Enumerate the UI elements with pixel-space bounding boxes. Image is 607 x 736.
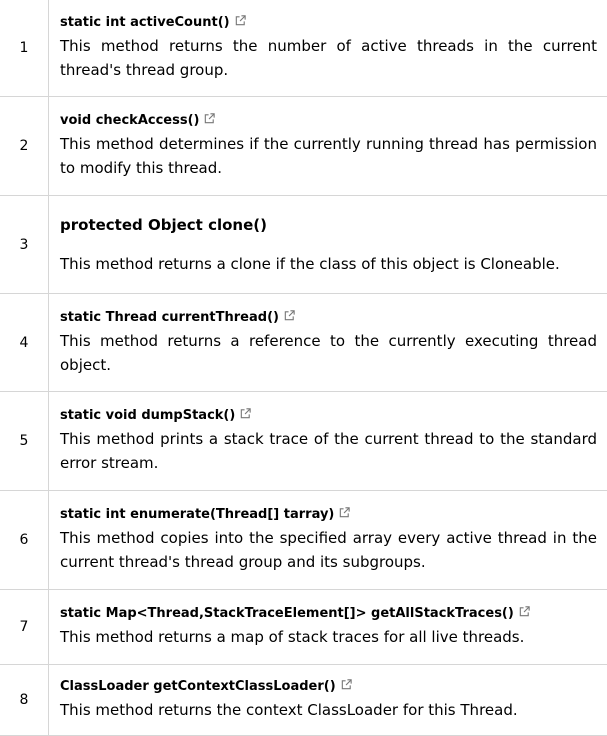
table-row (0, 590, 607, 665)
method-description: This method returns a clone if the class of this object is Cloneable. (60, 252, 597, 276)
method-signature[interactable]: void checkAccess() (60, 113, 199, 128)
method-signature-link[interactable] (60, 506, 597, 524)
row-number: 2 (0, 97, 49, 196)
external-link-icon[interactable] (283, 309, 296, 322)
method-cell (49, 196, 607, 294)
row-number: 4 (0, 294, 49, 392)
method-signature-link[interactable] (60, 309, 597, 327)
table-row (0, 97, 607, 196)
external-link-icon[interactable] (239, 407, 252, 420)
method-signature-link[interactable] (60, 407, 597, 425)
table-row (0, 0, 607, 97)
row-number: 7 (0, 590, 49, 665)
method-signature[interactable]: ClassLoader getContextClassLoader() (60, 679, 336, 694)
method-signature: protected Object clone() (60, 214, 597, 236)
method-signature[interactable]: static void dumpStack() (60, 408, 235, 423)
method-signature[interactable]: static int enumerate(Thread[] tarray) (60, 507, 334, 522)
method-signature-link[interactable] (60, 678, 597, 696)
method-description: This method determines if the currently running thread has permission to modify this thread. (60, 132, 597, 180)
table-row (0, 196, 607, 294)
method-cell (49, 97, 607, 196)
method-cell (49, 0, 607, 97)
method-signature-link[interactable] (60, 112, 597, 130)
external-link-icon[interactable] (203, 112, 216, 125)
row-number: 5 (0, 392, 49, 491)
method-cell (49, 590, 607, 665)
method-description: This method copies into the specified array every active thread in the current thread's thread group and its subgroups. (60, 526, 597, 574)
method-description: This method returns the number of active threads in the current thread's thread group. (60, 34, 597, 82)
table-row (0, 392, 607, 491)
row-number: 3 (0, 196, 49, 294)
method-signature[interactable]: static int activeCount() (60, 15, 230, 30)
table-row (0, 491, 607, 590)
method-cell (49, 294, 607, 392)
method-signature-link[interactable] (60, 14, 597, 32)
table-row (0, 294, 607, 392)
method-cell (49, 392, 607, 491)
external-link-icon[interactable] (234, 14, 247, 27)
method-signature[interactable]: static Map<Thread,StackTraceElement[]> getAllStackTraces() (60, 606, 514, 621)
row-number: 6 (0, 491, 49, 590)
table-row (0, 665, 607, 736)
method-signature-link[interactable] (60, 605, 597, 623)
row-number: 8 (0, 665, 49, 736)
external-link-icon[interactable] (340, 678, 353, 691)
method-description: This method returns the context ClassLoader for this Thread. (60, 698, 597, 722)
method-description: This method prints a stack trace of the current thread to the standard error stream. (60, 427, 597, 475)
external-link-icon[interactable] (338, 506, 351, 519)
method-signature[interactable]: static Thread currentThread() (60, 310, 279, 325)
method-description: This method returns a reference to the currently executing thread object. (60, 329, 597, 377)
external-link-icon[interactable] (518, 605, 531, 618)
method-cell (49, 665, 607, 736)
row-number: 1 (0, 0, 49, 97)
method-cell (49, 491, 607, 590)
method-description: This method returns a map of stack traces for all live threads. (60, 625, 597, 649)
